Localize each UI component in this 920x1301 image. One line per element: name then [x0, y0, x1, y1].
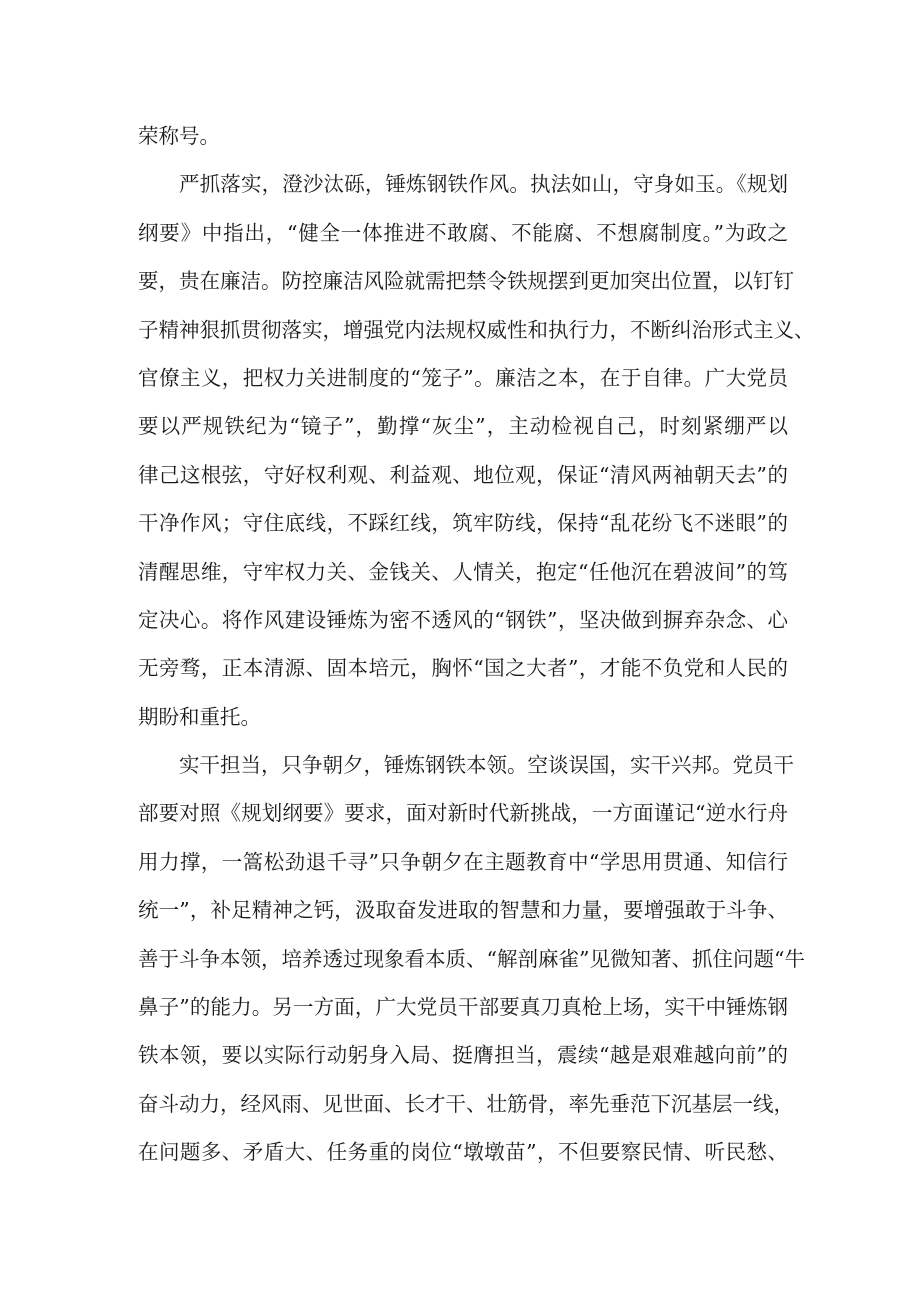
paragraph-first-line: 严抓落实，澄沙汰砾，锤炼钢铁作风。执法如山，守身如玉。《规划 [179, 172, 788, 197]
paragraph-first-line: 实干担当，只争朝夕，锤炼钢铁本领。空谈误国，实干兴邦。党员干 [179, 753, 794, 778]
text-line: 官僚主义，把权力关进制度的“笼子”。廉洁之本，在于自律。广大党员 [138, 365, 788, 390]
text-line: 定决心。将作风建设锤炼为密不透风的“钢铁”，坚决做到摒弃杂念、心 [138, 607, 788, 632]
text-line: 律己这根弦，守好权利观、利益观、地位观，保证“清风两袖朝天去”的 [138, 462, 788, 487]
text-line: 用力撑，一篙松劲退千寻”只争朝夕在主题教育中“学思用贯通、知信行 [138, 849, 788, 874]
text-line: 部要对照《规划纲要》要求，面对新时代新挑战，一方面谨记“逆水行舟 [138, 801, 788, 826]
text-line: 子精神狠抓贯彻落实，增强党内法规权威性和执行力，不断纠治形式主义、 [138, 317, 815, 342]
text-line: 在问题多、矛盾大、任务重的岗位“墩墩苗”，不但要察民情、听民愁、 [138, 1140, 788, 1165]
text-line: 善于斗争本领，培养透过现象看本质、“解剖麻雀”见微知著、抓住问题“牛 [138, 946, 805, 971]
text-line: 鼻子”的能力。另一方面，广大党员干部要真刀真枪上场，实干中锤炼钢 [138, 995, 788, 1020]
text-line: 清醒思维，守牢权力关、金钱关、人情关，抱定“任他沉在碧波间”的笃 [138, 559, 788, 584]
text-line: 要，贵在廉洁。防控廉洁风险就需把禁令铁规摆到更加突出位置，以钉钉 [138, 269, 794, 294]
text-line: 奋斗动力，经风雨、见世面、长才干、壮筋骨，率先垂范下沉基层一线， [138, 1091, 794, 1116]
text-line: 干净作风；守住底线，不踩红线，筑牢防线，保持“乱花纷飞不迷眼”的 [138, 511, 788, 536]
text-line: 统一”，补足精神之钙，汲取奋发进取的智慧和力量，要增强敢于斗争、 [138, 898, 788, 923]
text-line: 要以严规铁纪为“镜子”，勤撑“灰尘”，主动检视自己，时刻紧绷严以 [138, 414, 788, 439]
text-line: 期盼和重托。 [138, 704, 261, 729]
text-line: 荣称号。 [138, 124, 220, 148]
text-line: 无旁骛，正本清源、固本培元，胸怀“国之大者”，才能不负党和人民的 [138, 656, 788, 681]
text-line: 纲要》中指出，“健全一体推进不敢腐、不能腐、不想腐制度。”为政之 [138, 220, 788, 245]
document-body [138, 112, 815, 1177]
text-line: 铁本领，要以实际行动躬身入局、挺膺担当，震续“越是艰难越向前”的 [138, 1043, 788, 1068]
